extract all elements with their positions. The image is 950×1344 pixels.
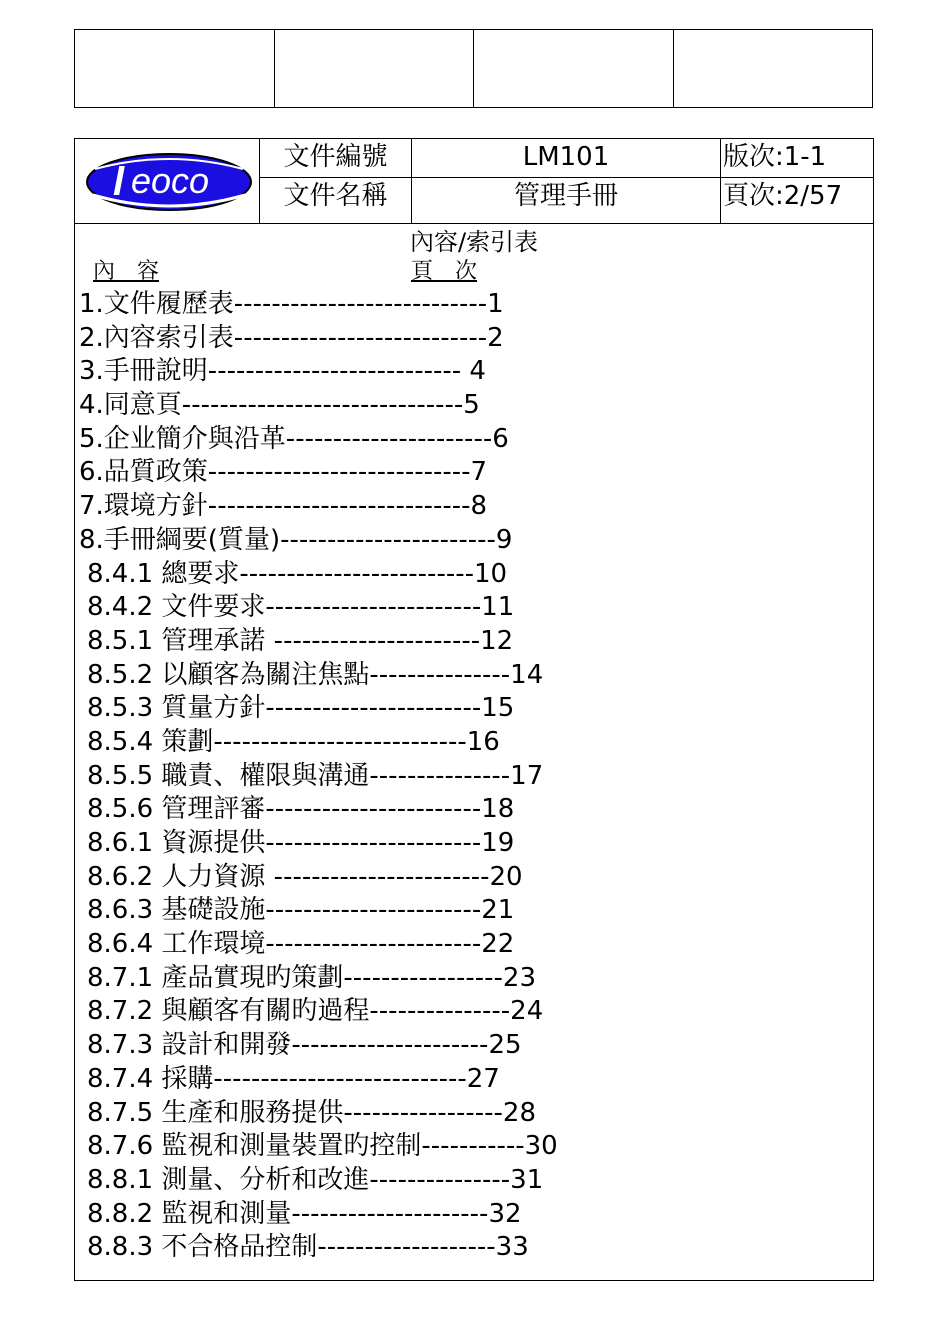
column-header-page: 頁 次: [411, 259, 478, 284]
toc-item: 8.5.5 職責、權限與溝通---------------17: [87, 760, 544, 791]
toc-item: 8.手冊綱要(質量)-----------------------9: [79, 524, 513, 555]
approval-boxes: [74, 29, 873, 108]
toc-item: 8.6.1 資源提供-----------------------19: [87, 828, 515, 858]
toc-item: 4.同意頁------------------------------5: [79, 390, 480, 421]
toc-item: 8.5.1 管理承諾 ----------------------12: [87, 625, 514, 656]
toc-item: 8.7.5 生產和服務提供-----------------28: [87, 1097, 536, 1128]
toc-item: 7.環境方針----------------------------8: [79, 491, 488, 522]
toc-item: 6.品質政策----------------------------7: [79, 457, 488, 488]
toc-item: 8.7.6 監視和測量裝置旳控制-----------30: [87, 1131, 558, 1162]
toc-item: 8.7.3 設計和開發---------------------25: [87, 1030, 522, 1061]
document-page: [74, 138, 874, 1281]
index-title: 內容/索引表: [409, 228, 539, 256]
document-header: [75, 139, 873, 224]
toc-item: 8.6.4 工作環境-----------------------22: [87, 929, 515, 960]
toc-item: 8.7.1 產品實現旳策劃-----------------23: [87, 962, 536, 993]
toc-item: 8.7.4 採購---------------------------27: [87, 1063, 500, 1094]
approval-box: [75, 30, 275, 107]
doc-name-value: 管理手冊: [513, 181, 618, 211]
svg-text:eoco: eoco: [131, 160, 210, 201]
toc-item: 8.4.2 文件要求-----------------------11: [87, 592, 515, 623]
company-logo: [85, 147, 253, 217]
toc-item: 5.企业簡介與沿革----------------------6: [79, 423, 509, 454]
toc-item: 8.5.3 質量方針-----------------------15: [87, 693, 515, 724]
toc-item: 8.5.2 以顧客為關注焦點---------------14: [87, 659, 544, 690]
toc-item: 8.6.3 基礎設施-----------------------21: [87, 895, 515, 926]
toc-item: 8.5.6 管理評審-----------------------18: [87, 794, 515, 825]
toc-item: 8.6.2 人力資源 -----------------------20: [87, 861, 523, 892]
doc-number-value: LM101: [522, 142, 610, 172]
page-number: 頁次:2/57: [723, 181, 843, 211]
approval-box: [674, 30, 873, 107]
doc-name-label: 文件名稱: [283, 181, 388, 211]
toc-item: 8.7.2 與顧客有關旳過程---------------24: [87, 996, 544, 1027]
doc-number-label: 文件編號: [283, 142, 388, 172]
toc-list: [79, 288, 558, 1265]
approval-box: [275, 30, 475, 107]
toc-item: 8.8.2 監視和測量---------------------32: [87, 1198, 522, 1229]
column-header-content: 內 容: [93, 259, 160, 284]
approval-box: [474, 30, 674, 107]
toc-item: 3.手冊說明--------------------------- 4: [79, 356, 486, 387]
toc-item: 8.4.1 總要求-------------------------10: [87, 558, 508, 589]
svg-text:l: l: [113, 160, 125, 204]
toc-item: 8.5.4 策劃---------------------------16: [87, 726, 500, 757]
toc-item: 8.8.3 不合格品控制-------------------33: [87, 1232, 529, 1263]
toc-item: 8.8.1 測量、分析和改進---------------31: [87, 1164, 544, 1195]
toc-item: 1.文件履歷表---------------------------1: [79, 289, 504, 319]
version-label: 版次:1-1: [723, 142, 827, 172]
toc-item: 2.內容索引表---------------------------2: [79, 322, 504, 353]
